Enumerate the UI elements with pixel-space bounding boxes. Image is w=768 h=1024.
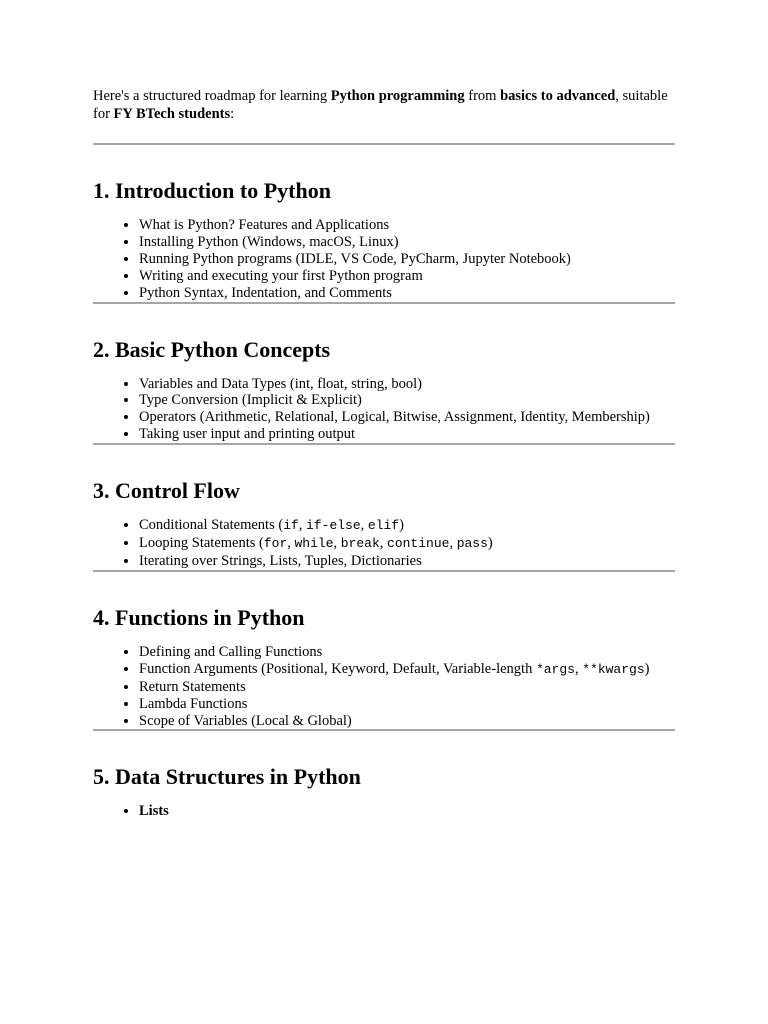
list-item-text: Conditional Statements ( bbox=[139, 517, 284, 534]
list-item-text: ) bbox=[399, 517, 404, 534]
code-keyword: if bbox=[283, 518, 299, 534]
code-keyword: break bbox=[340, 536, 380, 552]
list-item: • Lists bbox=[139, 803, 675, 820]
code-keyword: **kwargs bbox=[582, 661, 645, 677]
document-page bbox=[93, 87, 675, 820]
list-item: • Defining and Calling Functions bbox=[139, 644, 675, 661]
divider bbox=[93, 570, 675, 572]
section-heading-introduction: 1. Introduction to Python bbox=[93, 178, 331, 203]
list-item: • Type Conversion (Implicit & Explicit) bbox=[139, 392, 675, 409]
code-keyword: while bbox=[294, 536, 334, 552]
section-heading-data-structures: 5. Data Structures in Python bbox=[93, 764, 361, 790]
code-keyword: for bbox=[263, 536, 288, 552]
list-item-separator: , bbox=[379, 535, 388, 552]
code-keyword: continue bbox=[387, 536, 450, 552]
list-item-separator: , bbox=[298, 517, 307, 534]
divider bbox=[93, 302, 675, 304]
list-item-separator: , bbox=[287, 535, 295, 552]
list-item: • Taking user input and printing output bbox=[139, 426, 675, 443]
intro-text-4: : bbox=[230, 106, 235, 122]
list-item: • Running Python programs (IDLE, VS Code, PyCharm, Jupyter Notebook) bbox=[139, 251, 675, 268]
list-item: • Python Syntax, Indentation, and Comments bbox=[139, 285, 675, 302]
section-list-basic-concepts bbox=[93, 376, 675, 444]
list-item-separator: , bbox=[449, 535, 457, 552]
divider bbox=[93, 443, 675, 445]
divider bbox=[93, 729, 675, 731]
list-item: • Scope of Variables (Local & Global) bbox=[139, 713, 675, 730]
list-item-text: ) bbox=[487, 535, 493, 552]
divider bbox=[93, 143, 675, 145]
list-item: • Installing Python (Windows, macOS, Linux) bbox=[139, 234, 675, 251]
section-heading-functions: 4. Functions in Python bbox=[93, 604, 305, 630]
list-item: • Return Statements bbox=[139, 679, 675, 696]
intro-text-2: from bbox=[464, 88, 501, 104]
intro-text-3: , suitable for bbox=[93, 88, 668, 122]
code-keyword: pass bbox=[456, 536, 488, 552]
code-keyword: *args bbox=[535, 661, 575, 677]
list-item: • Lambda Functions bbox=[139, 696, 675, 713]
section-list-functions bbox=[93, 644, 675, 730]
list-item: • Variables and Data Types (int, float, string, bool) bbox=[139, 376, 675, 393]
code-keyword: elif bbox=[367, 518, 400, 534]
section-heading-control-flow: 3. Control Flow bbox=[93, 478, 240, 504]
list-item bbox=[139, 661, 675, 679]
intro-bold-basics-to-advanced: basics to advanced bbox=[500, 88, 616, 104]
intro-bold-fy-btech-students: FY BTech students bbox=[113, 106, 231, 122]
list-item bbox=[139, 535, 675, 553]
list-item-separator: , bbox=[333, 535, 341, 552]
list-item-text: ) bbox=[644, 660, 650, 677]
list-item: • Iterating over Strings, Lists, Tuples, Dictionaries bbox=[139, 553, 675, 570]
code-keyword: if-else bbox=[306, 518, 361, 534]
section-heading-basic-concepts: 2. Basic Python Concepts bbox=[93, 336, 331, 362]
list-item: • Writing and executing your first Python program bbox=[139, 268, 675, 285]
list-item-text: Function Arguments (Positional, Keyword, Default, Variable-length bbox=[139, 660, 536, 677]
section-list-introduction bbox=[93, 217, 675, 302]
list-item-separator: , bbox=[574, 660, 583, 677]
intro-text-1: Here's a structured roadmap for learning bbox=[93, 88, 331, 104]
section-list-control-flow bbox=[93, 517, 675, 570]
list-item: • What is Python? Features and Applications bbox=[139, 217, 675, 234]
list-item bbox=[139, 517, 675, 535]
list-item: • Operators (Arithmetic, Relational, Logical, Bitwise, Assignment, Identity, Membership) bbox=[139, 409, 675, 426]
section-list-data-structures bbox=[93, 803, 675, 820]
list-item-text: Looping Statements ( bbox=[139, 535, 264, 552]
list-item-separator: , bbox=[360, 517, 368, 534]
intro-bold-python-programming: Python programming bbox=[330, 88, 465, 104]
intro-paragraph bbox=[93, 87, 675, 123]
